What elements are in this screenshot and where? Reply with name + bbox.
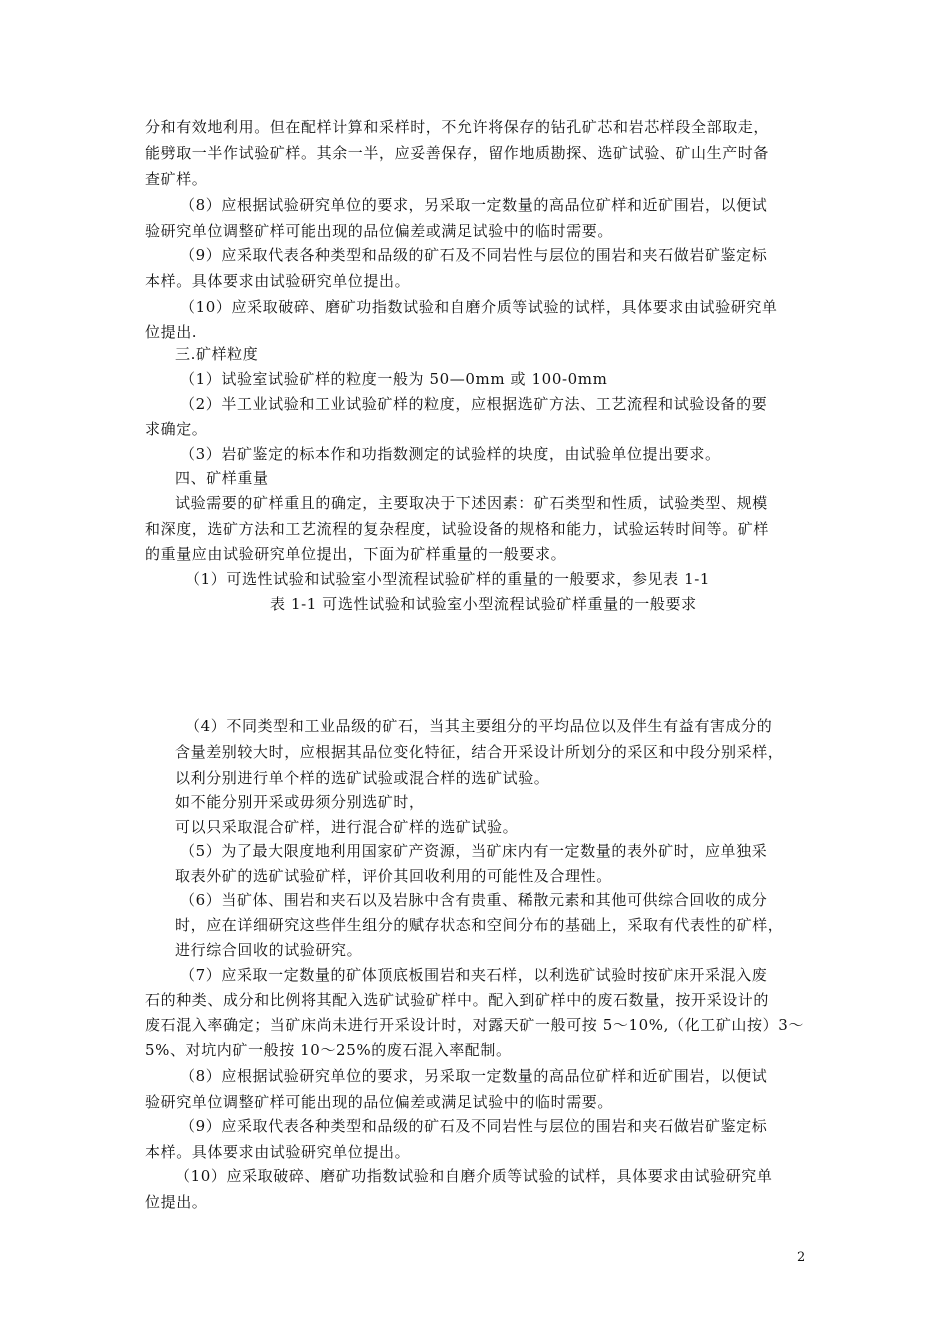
paragraph-line: 废石混入率确定；当矿床尚未进行开采设计时，对露天矿一般可按 5～10%,（化工矿山按）3～: [145, 1016, 804, 1034]
paragraph-line: （5）为了最大限度地利用国家矿产资源，当矿床内有一定数量的表外矿时，应单独采: [180, 842, 768, 860]
paragraph-line: 如不能分别开采或毋须分别选矿时，: [175, 793, 425, 811]
paragraph-line: （2）半工业试验和工业试验矿样的粒度，应根据选矿方法、工艺流程和试验设备的要: [180, 395, 768, 413]
paragraph-line: 试验需要的矿样重且的确定，主要取决于下述因素：矿石类型和性质，试验类型、规模: [175, 494, 768, 512]
paragraph-line: 求确定。: [145, 420, 208, 438]
paragraph-line: （10）应采取破碎、磨矿功指数试验和自磨介质等试验的试样，具体要求由试验研究单: [175, 1167, 773, 1185]
paragraph-line: 可以只采取混合矿样，进行混合矿样的选矿试验。: [175, 818, 519, 836]
paragraph-line: 查矿样。: [145, 170, 208, 188]
paragraph-line: 位提出。: [145, 1193, 208, 1211]
paragraph-line: （9）应采取代表各种类型和品级的矿石及不同岩性与层位的围岩和夹石做岩矿鉴定标: [180, 1117, 768, 1135]
paragraph-line: （10）应采取破碎、磨矿功指数试验和自磨介质等试验的试样，具体要求由试验研究单: [180, 298, 778, 316]
paragraph-line: 验研究单位调整矿样可能出现的品位偏差或满足试验中的临时需要。: [145, 1093, 614, 1111]
paragraph-line: 取表外矿的选矿试验矿样，评价其回收利用的可能性及合理性。: [175, 867, 612, 885]
paragraph-line: （3）岩矿鉴定的标本作和功指数测定的试验样的块度，由试验单位提出要求。: [180, 445, 721, 463]
paragraph-line: 本样。具体要求由试验研究单位提出。: [145, 1143, 411, 1161]
paragraph-line: 5%、对坑内矿一般按 10～25%的废石混入率配制。: [145, 1041, 512, 1059]
paragraph-line: 验研究单位调整矿样可能出现的品位偏差或满足试验中的临时需要。: [145, 222, 614, 240]
page-number: 2: [797, 1250, 806, 1265]
section-heading: 四、矿样重量: [175, 469, 269, 487]
paragraph-line: （1）可选性试验和试验室小型流程试验矿样的重量的一般要求，参见表 1-1: [185, 570, 711, 588]
paragraph-line: （4）不同类型和工业品级的矿石，当其主要组分的平均品位以及伴生有益有害成分的: [185, 717, 773, 735]
paragraph-line: （9）应采取代表各种类型和品级的矿石及不同岩性与层位的围岩和夹石做岩矿鉴定标: [180, 246, 768, 264]
paragraph-line: （1）试验室试验矿样的粒度一般为 50—0mm 或 100-0mm: [180, 370, 608, 388]
section-heading: 三.矿样粒度: [175, 345, 259, 363]
paragraph-line: （8）应根据试验研究单位的要求，另采取一定数量的高品位矿样和近矿围岩，以便试: [180, 1067, 768, 1085]
paragraph-line: 的重量应由试验研究单位提出，下面为矿样重量的一般要求。: [145, 545, 567, 563]
paragraph-line: （6）当矿体、围岩和夹石以及岩脉中含有贵重、稀散元素和其他可供综合回收的成分: [180, 891, 768, 909]
paragraph-line: 和深度，选矿方法和工艺流程的复杂程度，试验设备的规格和能力，试验运转时间等。矿样: [145, 520, 770, 538]
paragraph-line: （7）应采取一定数量的矿体顶底板围岩和夹石样，以利选矿试验时按矿床开采混入废: [180, 966, 768, 984]
table-caption: 表 1-1 可选性试验和试验室小型流程试验矿样重量的一般要求: [270, 595, 697, 613]
paragraph-line: 分和有效地利用。但在配样计算和采样时，不允许将保存的钻孔矿芯和岩芯样段全部取走，: [145, 118, 770, 136]
paragraph-line: 位提出.: [145, 323, 198, 341]
paragraph-line: 时，应在详细研究这些伴生组分的赋存状态和空间分布的基础上，采取有代表性的矿样，: [175, 916, 784, 934]
paragraph-line: 石的种类、成分和比例将其配入选矿试验矿样中。配入到矿样中的废石数量，按开采设计的: [145, 991, 770, 1009]
paragraph-line: 本样。具体要求由试验研究单位提出。: [145, 272, 411, 290]
paragraph-line: （8）应根据试验研究单位的要求，另采取一定数量的高品位矿样和近矿围岩，以便试: [180, 196, 768, 214]
paragraph-line: 以利分别进行单个样的选矿试验或混合样的选矿试验。: [175, 769, 550, 787]
paragraph-line: 含量差别较大时，应根据其品位变化特征，结合开采设计所划分的采区和中段分别采样，: [175, 743, 784, 761]
paragraph-line: 进行综合回收的试验研究。: [175, 941, 363, 959]
paragraph-line: 能劈取一半作试验矿样。其余一半，应妥善保存，留作地质勘探、选矿试验、矿山生产时备: [145, 144, 770, 162]
